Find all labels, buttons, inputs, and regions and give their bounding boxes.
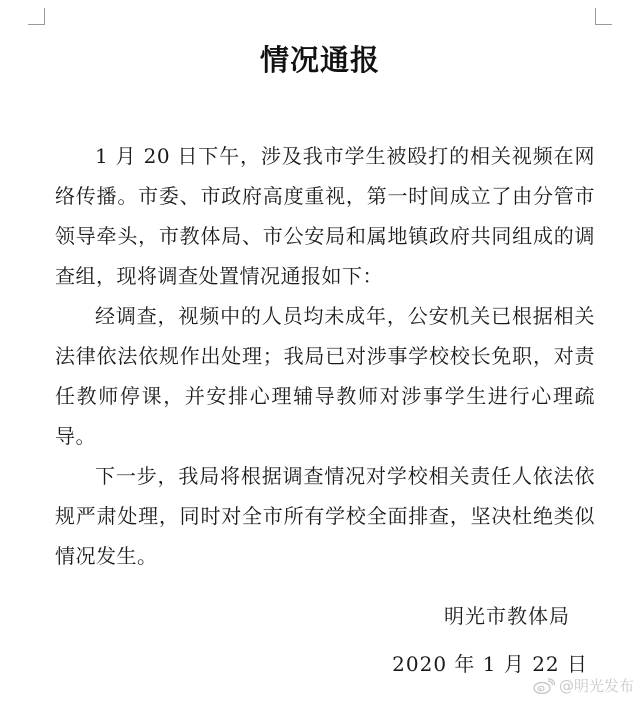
document-title: 情况通报 (259, 43, 380, 77)
paragraph-2: 经调查，视频中的人员均未成年，公安机关已根据相关法律依法依规作出处理；我局已对涉事学校校长免职，对责任教师停课，并安排心理辅导教师对涉事学生进行心理疏导。 (55, 304, 595, 448)
crop-mark-top-right (595, 8, 612, 25)
weibo-icon (533, 678, 555, 694)
watermark-text: @明光发布 (558, 677, 634, 695)
crop-mark-top-left (28, 8, 45, 25)
document-body (55, 136, 595, 576)
signature-block (392, 592, 588, 688)
issuer-name: 明光市教体局 (444, 604, 570, 628)
paragraph-1: 1 月 20 日下午，涉及我市学生被殴打的相关视频在网络传播。市委、市政府高度重视，第一时间成立了由分管市领导牵头，市教体局、市公安局和属地镇政府共同组成的调查组，现将调查处置情况通报如下： (55, 144, 595, 288)
weibo-watermark (533, 675, 634, 696)
issue-date: 2020 年 1 月 22 日 (392, 652, 588, 676)
paragraph-3: 下一步，我局将根据调查情况对学校相关责任人依法依规严肃处理，同时对全市所有学校全面排查，坚决杜绝类似情况发生。 (55, 464, 595, 568)
